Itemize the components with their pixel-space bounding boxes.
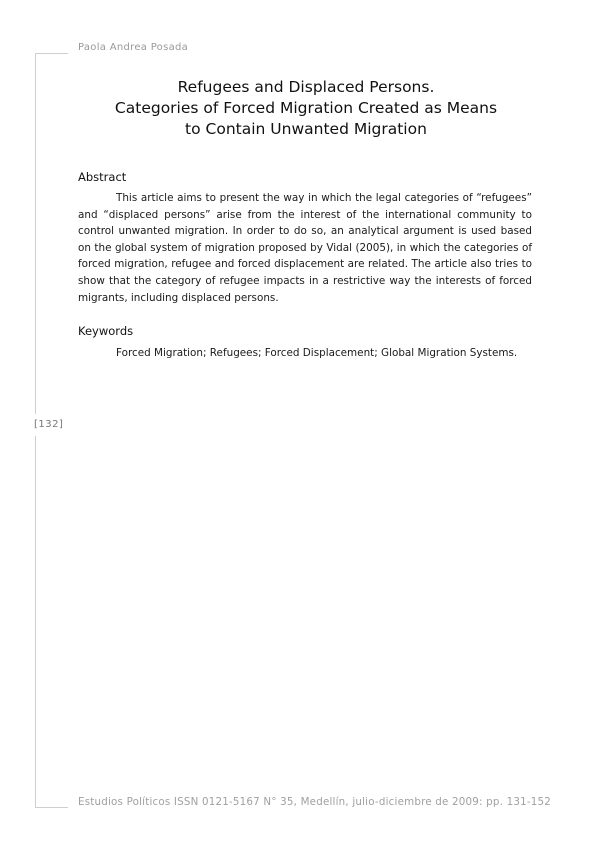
title-line-3: to Contain Unwanted Migration [185, 120, 427, 138]
abstract-heading: Abstract [78, 170, 127, 184]
journal-footer: Estudios Políticos ISSN 0121-5167 N° 35, Medellín, julio-diciembre de 2009: pp. 131-152 [78, 796, 552, 808]
margin-rule-bottom-cap [35, 807, 68, 808]
abstract-body: This article aims to present the way in which the legal categories of “refugees” and “displaced persons” arise from the interest of the international community to control unwanted migration. In order to do so, an analytical argument is used based on the global system of migration proposed by Vidal (2005), in which the categories of forced migration, refugee and forced displacement are related. The article also tries to show that the category of refugee impacts in a restrictive way the interests of forced migrants, including displaced persons. [78, 192, 532, 304]
article-title [78, 77, 534, 140]
margin-rule-top-cap [35, 53, 68, 54]
keywords-heading: Keywords [78, 324, 134, 338]
page-number: [132] [34, 419, 64, 430]
title-line-2: Categories of Forced Migration Created as Means [114, 99, 498, 117]
keywords-body: Forced Migration; Refugees; Forced Displacement; Global Migration Systems. [116, 347, 518, 359]
margin-rule-top [35, 53, 36, 414]
title-line-1: Refugees and Displaced Persons. [177, 78, 435, 96]
margin-rule-bottom [35, 436, 36, 808]
running-head: Paola Andrea Posada [78, 42, 189, 53]
